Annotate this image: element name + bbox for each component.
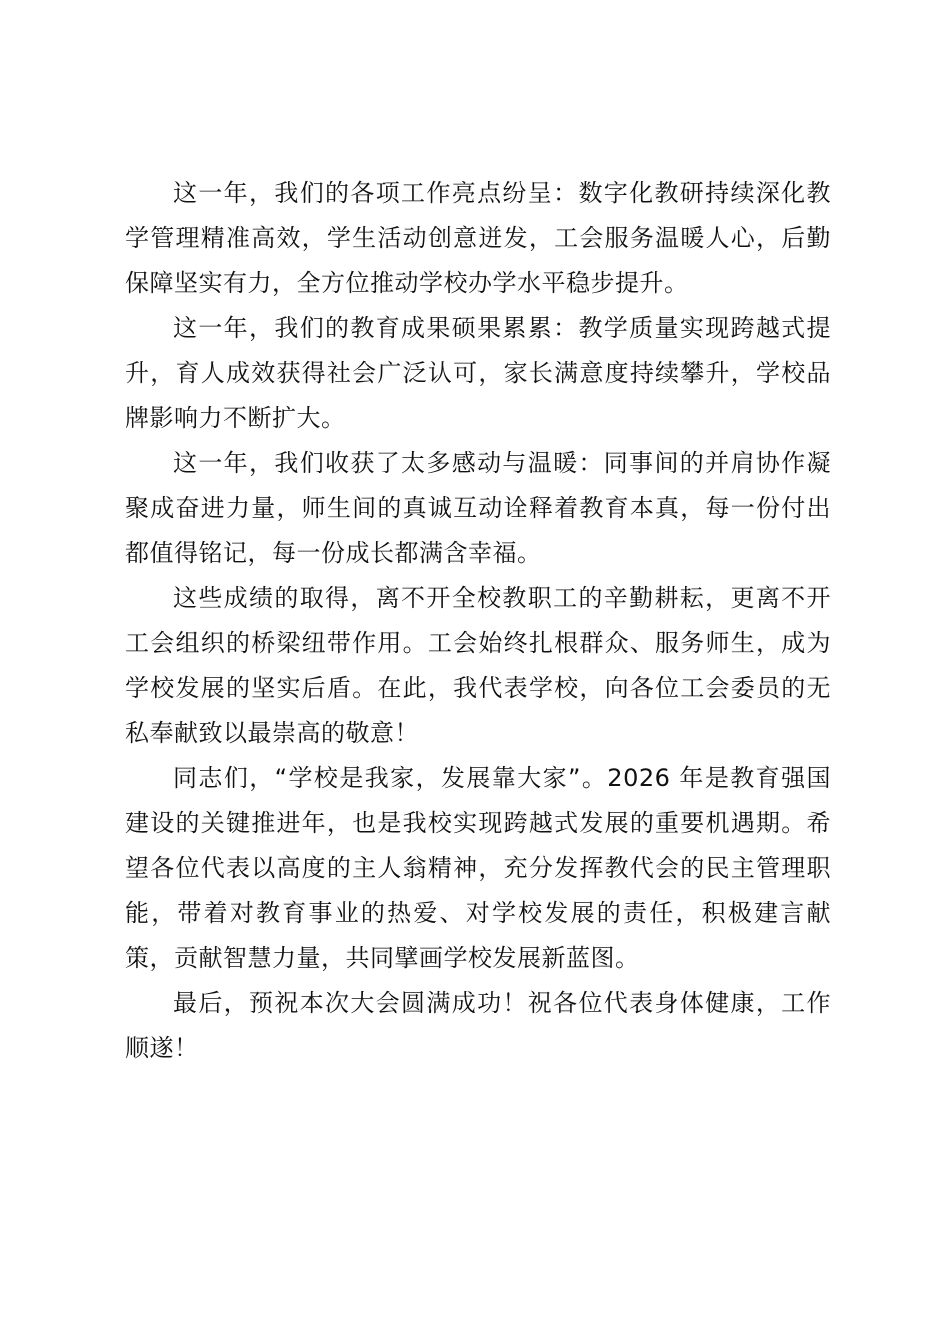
document-body [125, 171, 831, 1071]
paragraph-warmth: 这一年，我们收获了太多感动与温暖：同事间的并肩协作凝聚成奋进力量，师生间的真诚互动诠释着教育本真，每一份付出都值得铭记，每一份成长都满含幸福。 [125, 449, 831, 567]
paragraph-call-to-action: 同志们，“学校是我家，发展靠大家”。2026 年是教育强国建设的关键推进年，也是我校实现跨越式发展的重要机遇期。希望各位代表以高度的主人翁精神，充分发挥教代会的民主管理职能，带着对教育事业的热爱、对学校发展的责任，积极建言献策，贡献智慧力量，共同擘画学校发展新蓝图。 [125, 764, 831, 972]
paragraph-union-thanks: 这些成绩的取得，离不开全校教职工的辛勤耕耘，更离不开工会组织的桥梁纽带作用。工会始终扎根群众、服务师生，成为学校发展的坚实后盾。在此，我代表学校，向各位工会委员的无私奉献致以最崇高的敬意！ [125, 584, 831, 747]
paragraph-closing-wishes: 最后，预祝本次大会圆满成功！祝各位代表身体健康，工作顺遂！ [125, 989, 831, 1062]
paragraph-results: 这一年，我们的教育成果硕果累累：教学质量实现跨越式提升，育人成效获得社会广泛认可，家长满意度持续攀升，学校品牌影响力不断扩大。 [125, 314, 831, 432]
paragraph-achievements: 这一年，我们的各项工作亮点纷呈：数字化教研持续深化教学管理精准高效，学生活动创意迸发，工会服务温暖人心，后勤保障坚实有力，全方位推动学校办学水平稳步提升。 [125, 179, 831, 297]
